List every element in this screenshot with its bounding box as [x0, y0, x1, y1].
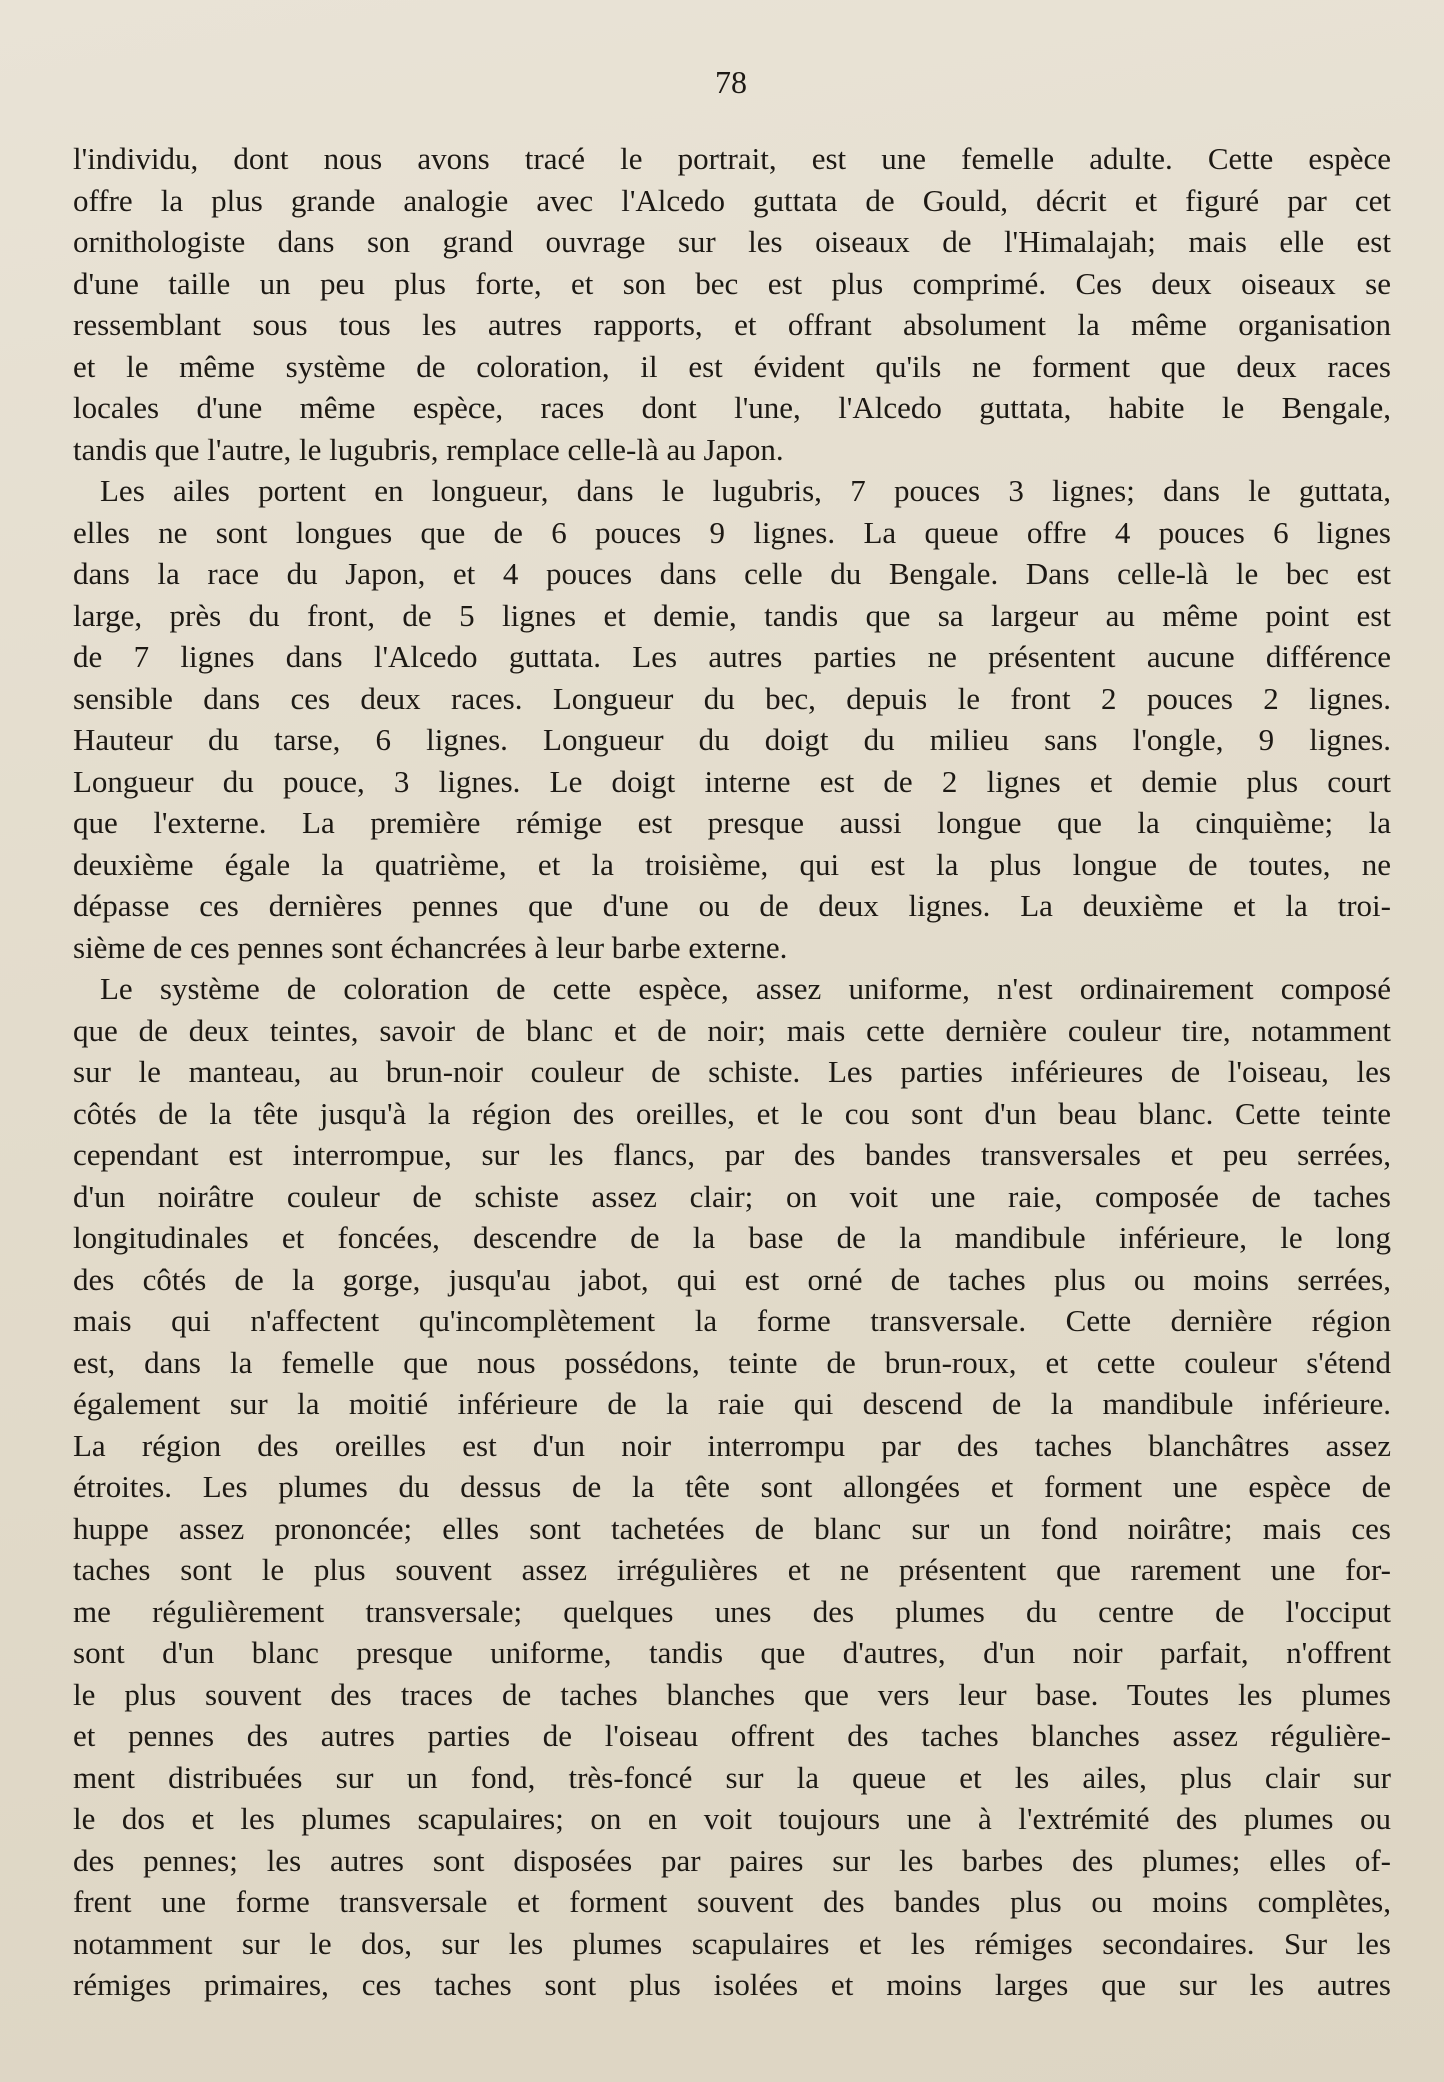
text-line: étroites. Les plumes du dessus de la tête sont allongées et forment une espèce de — [73, 1469, 1391, 1504]
text-line: locales d'une même espèce, races dont l'une, l'Alcedo guttata, habite le Bengale, — [73, 390, 1391, 425]
text-line: rémiges primaires, ces taches sont plus isolées et moins larges que sur les autres — [73, 1967, 1391, 2002]
text-line: le plus souvent des traces de taches blanches que vers leur base. Toutes les plumes — [73, 1676, 1391, 1712]
text-line: offre la plus grande analogie avec l'Alcedo guttata de Gould, décrit et figuré par cet — [73, 182, 1391, 218]
text-line: Hauteur du tarse, 6 lignes. Longueur du doigt du milieu sans l'ongle, 9 lignes. — [73, 722, 1391, 757]
text-line: Les ailes portent en longueur, dans le lugubris, 7 pouces 3 lignes; dans le guttata, — [100, 473, 1391, 508]
text-line: et le même système de coloration, il est évident qu'ils ne forment que deux races — [73, 348, 1391, 384]
text-line: l'individu, dont nous avons tracé le portrait, est une femelle adulte. Cette espèce — [73, 141, 1391, 176]
text-line: sensible dans ces deux races. Longueur du bec, depuis le front 2 pouces 2 lignes. — [73, 680, 1391, 716]
text-line: des pennes; les autres sont disposées par paires sur les barbes des plumes; elles of- — [73, 1842, 1391, 1878]
text-line: Longueur du pouce, 3 lignes. Le doigt interne est de 2 lignes et demie plus court — [73, 763, 1391, 799]
text-line: mais qui n'affectent qu'incomplètement la forme transversale. Cette dernière région — [73, 1303, 1391, 1338]
text-line: notamment sur le dos, sur les plumes scapulaires et les rémiges secondaires. Sur les — [73, 1925, 1391, 1961]
text-line: d'un noirâtre couleur de schiste assez clair; on voit une raie, composée de taches — [73, 1178, 1391, 1214]
text-line: dans la race du Japon, et 4 pouces dans celle du Bengale. Dans celle-là le bec est — [73, 556, 1391, 591]
text-line: huppe assez prononcée; elles sont tachetées de blanc sur un fond noirâtre; mais ces — [73, 1510, 1391, 1546]
text-line: sur le manteau, au brun-noir couleur de schiste. Les parties inférieures de l'oiseau, les — [73, 1054, 1391, 1089]
text-line: La région des oreilles est d'un noir interrompu par des taches blanchâtres assez — [73, 1427, 1391, 1463]
text-line: deuxième égale la quatrième, et la troisième, qui est la plus longue de toutes, ne — [73, 846, 1391, 882]
text-line: tandis que l'autre, le lugubris, remplace celle-là au Japon. — [73, 431, 784, 467]
text-line: cependant est interrompue, sur les flancs, par des bandes transversales et peu serrées, — [73, 1137, 1391, 1172]
text-line: est, dans la femelle que nous possédons, teinte de brun-roux, et cette couleur s'étend — [73, 1344, 1391, 1380]
text-line: que l'externe. La première rémige est presque aussi longue que la cinquième; la — [73, 805, 1391, 840]
text-line: que de deux teintes, savoir de blanc et de noir; mais cette dernière couleur tire, notamment — [73, 1012, 1391, 1048]
text-line: sont d'un blanc presque uniforme, tandis que d'autres, d'un noir parfait, n'offrent — [73, 1635, 1391, 1670]
text-line: Le système de coloration de cette espèce, assez uniforme, n'est ordinairement composé — [100, 971, 1391, 1006]
text-line: le dos et les plumes scapulaires; on en voit toujours une à l'extrémité des plumes ou — [73, 1801, 1391, 1836]
text-line: de 7 lignes dans l'Alcedo guttata. Les autres parties ne présentent aucune différence — [73, 639, 1391, 674]
text-line: frent une forme transversale et forment souvent des bandes plus ou moins complètes, — [73, 1884, 1391, 1919]
text-line: des côtés de la gorge, jusqu'au jabot, qui est orné de taches plus ou moins serrées, — [73, 1261, 1391, 1297]
text-line: sième de ces pennes sont échancrées à leur barbe externe. — [73, 929, 788, 965]
text-line: ornithologiste dans son grand ouvrage sur les oiseaux de l'Himalajah; mais elle est — [73, 224, 1391, 259]
text-line: ment distribuées sur un fond, très-foncé sur la queue et les ailes, plus clair sur — [73, 1759, 1391, 1795]
paragraph — [73, 138, 1391, 470]
text-line: ressemblant sous tous les autres rapports, et offrant absolument la même organisation — [73, 307, 1391, 342]
text-line: me régulièrement transversale; quelques unes des plumes du centre de l'occiput — [73, 1593, 1391, 1629]
text-line: d'une taille un peu plus forte, et son bec est plus comprimé. Ces deux oiseaux se — [73, 265, 1391, 301]
text-line: également sur la moitié inférieure de la raie qui descend de la mandibule inférieure. — [73, 1386, 1391, 1421]
text-line: et pennes des autres parties de l'oiseau offrent des taches blanches assez régulière- — [73, 1718, 1391, 1753]
page-number: 78 — [715, 64, 747, 100]
text-line: large, près du front, de 5 lignes et demie, tandis que sa largeur au même point est — [73, 597, 1391, 633]
text-line: taches sont le plus souvent assez irrégulières et ne présentent que rarement une for- — [73, 1552, 1391, 1587]
text-line: elles ne sont longues que de 6 pouces 9 lignes. La queue offre 4 pouces 6 lignes — [73, 514, 1391, 550]
paragraph — [73, 470, 1391, 968]
text-line: dépasse ces dernières pennes que d'une ou de deux lignes. La deuxième et la troi- — [73, 888, 1391, 923]
body-text — [73, 138, 1391, 2006]
paragraph — [73, 968, 1391, 2006]
text-line: longitudinales et foncées, descendre de la base de la mandibule inférieure, le long — [73, 1220, 1391, 1255]
text-line: côtés de la tête jusqu'à la région des oreilles, et le cou sont d'un beau blanc. Cette teinte — [73, 1095, 1391, 1131]
